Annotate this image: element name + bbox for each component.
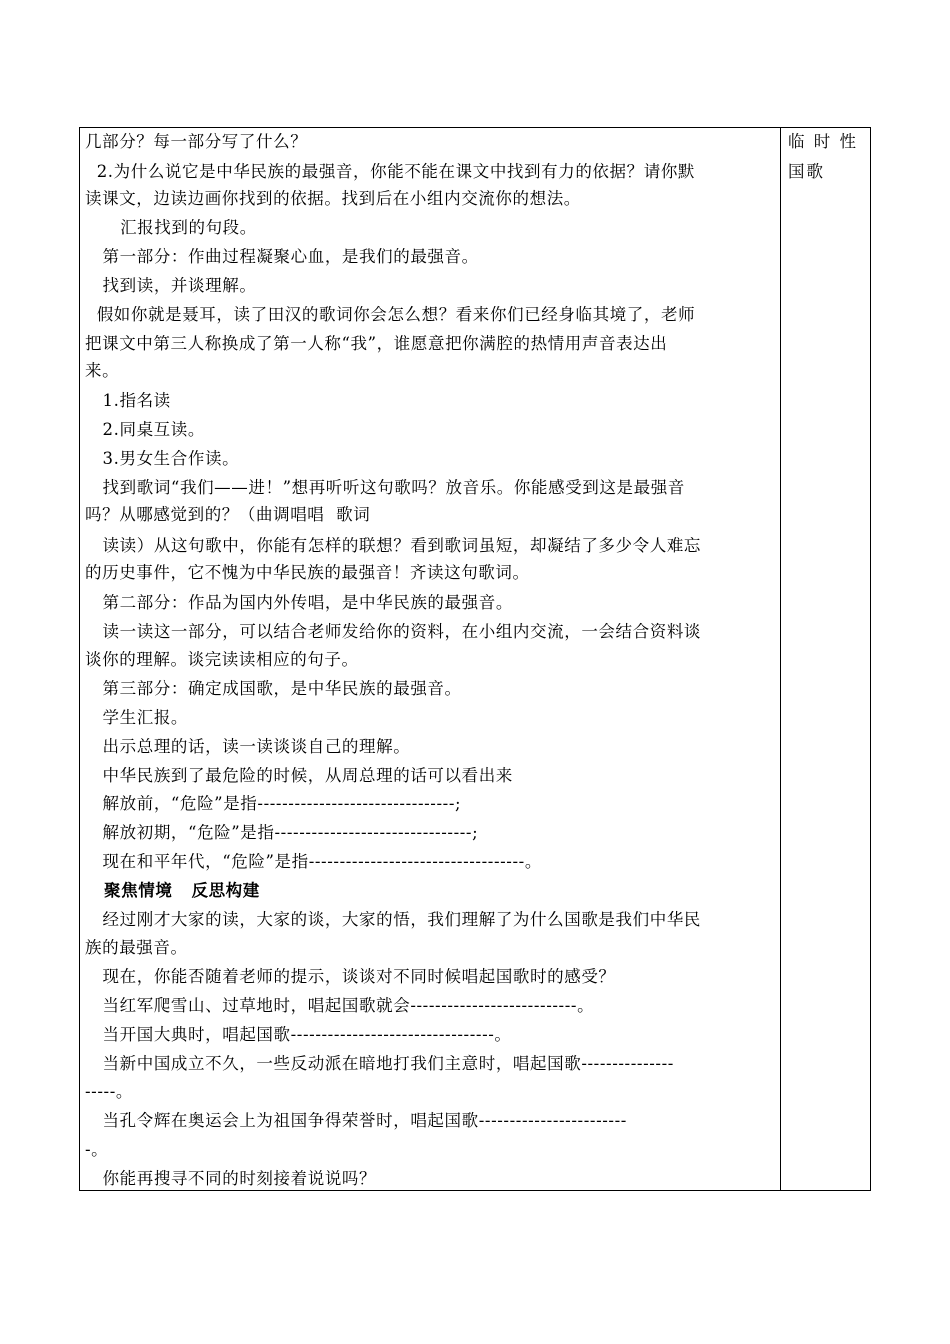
text-line: 解放初期，“危险”是指--------------------------------; (85, 823, 479, 842)
text-line: 几部分？每一部分写了什么？ (85, 132, 308, 151)
text-line: 吗？从哪感觉到的？（曲调唱唱 歌词 (85, 505, 371, 524)
text-line: 出示总理的话，读一读谈谈自己的理解。 (85, 737, 411, 756)
text-line: 第三部分：确定成国歌，是中华民族的最强音。 (85, 679, 462, 698)
text-line: 的历史事件，它不愧为中华民族的最强音！齐读这句歌词。 (85, 563, 530, 582)
text-line: 解放前，“危险”是指--------------------------------; (85, 794, 462, 813)
text-line: 1.指名读 (85, 391, 171, 410)
text-line: 经过刚才大家的读，大家的谈，大家的悟，我们理解了为什么国歌是我们中华民 (85, 910, 702, 929)
text-line: 汇报找到的句段。 (85, 218, 257, 237)
text-line: 第二部分：作品为国内外传唱，是中华民族的最强音。 (85, 593, 513, 612)
text-line: 第一部分：作曲过程凝聚心血，是我们的最强音。 (85, 247, 479, 266)
text-line: 你能再搜寻不同的时刻接着说说吗？ (85, 1169, 377, 1188)
lesson-table (79, 127, 871, 1191)
section-heading: 聚焦情境 反思构建 (85, 881, 260, 900)
text-line: 2.同桌互读。 (85, 420, 205, 439)
text-line: 中华民族到了最危险的时候，从周总理的话可以看出来 (85, 766, 513, 785)
text-line: -。 (85, 1140, 109, 1159)
note-line: 国歌 (788, 162, 825, 181)
text-line: 2.为什么说它是中华民族的最强音，你能不能在课文中找到有力的依据？请你默 (85, 162, 696, 181)
text-line: 找到歌词“我们——进！”想再听听这句歌吗？放音乐。你能感受到这是最强音 (85, 478, 685, 497)
text-line: 当孔令辉在奥运会上为祖国争得荣誉时，唱起国歌------------------------ (85, 1111, 627, 1130)
text-line: 3.男女生合作读。 (85, 449, 240, 468)
text-line: 现在和平年代，“危险”是指-----------------------------------。 (85, 852, 542, 871)
text-line: 读一读这一部分，可以结合老师发给你的资料，在小组内交流，一会结合资料谈 (85, 622, 702, 641)
text-line: 谈你的理解。谈完读读相应的句子。 (85, 650, 359, 669)
text-line: -----。 (85, 1082, 133, 1101)
text-line: 找到读，并谈理解。 (85, 276, 257, 295)
text-line: 当开国大典时，唱起国歌---------------------------------。 (85, 1025, 512, 1044)
note-line: 临 时 性 (788, 132, 858, 151)
text-line: 当红军爬雪山、过草地时，唱起国歌就会---------------------------。 (85, 996, 595, 1015)
text-line: 现在，你能否随着老师的提示，谈谈对不同时候唱起国歌时的感受？ (85, 967, 616, 986)
text-line: 读课文，边读边画你找到的依据。找到后在小组内交流你的想法。 (85, 189, 581, 208)
text-line: 假如你就是聂耳，读了田汉的歌词你会怎么想？看来你们已经身临其境了，老师 (85, 305, 696, 324)
text-line: 把课文中第三人称换成了第一人称“我”，谁愿意把你满腔的热情用声音表达出 (85, 334, 668, 353)
text-line: 学生汇报。 (85, 708, 189, 727)
text-line: 当新中国成立不久，一些反动派在暗地打我们主意时，唱起国歌--------------- (85, 1054, 674, 1073)
column-divider (780, 128, 781, 1190)
text-line: 来。 (85, 361, 120, 380)
text-line: 族的最强音。 (85, 938, 188, 957)
text-line: 读读）从这句歌中，你能有怎样的联想？看到歌词虽短，却凝结了多少令人难忘 (85, 536, 702, 555)
